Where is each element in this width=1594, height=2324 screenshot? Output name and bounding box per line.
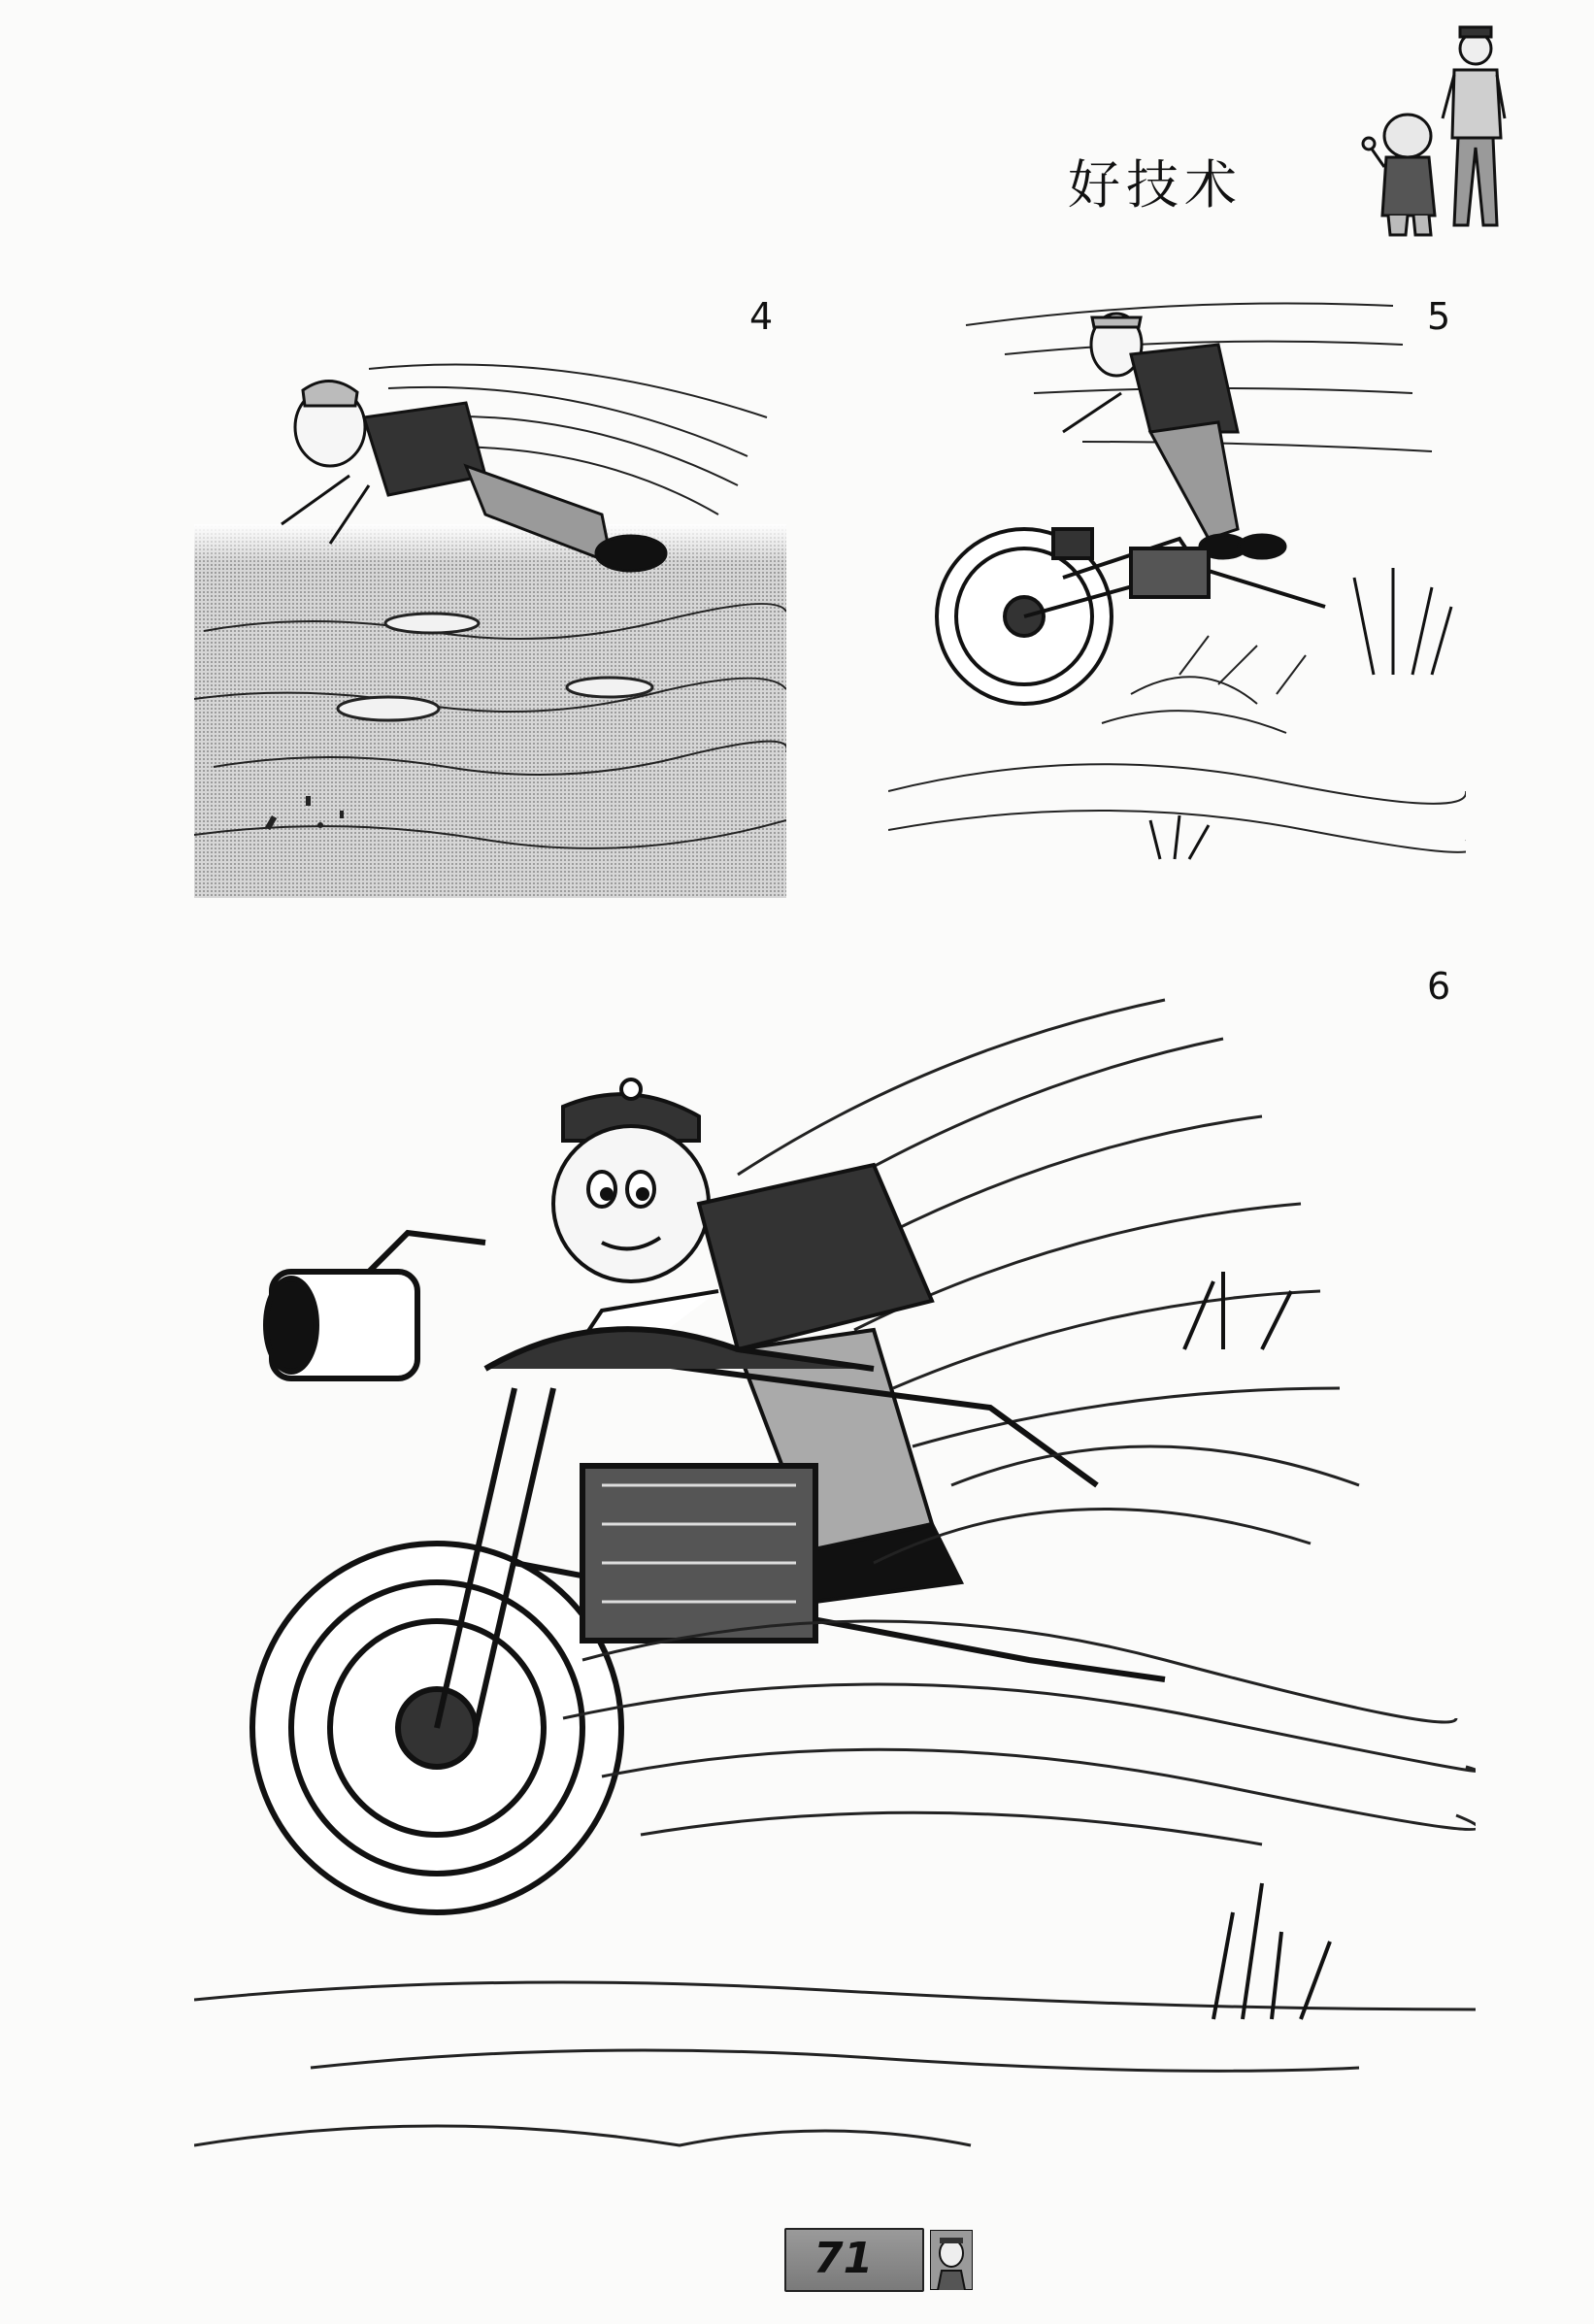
page-number: 71 [814,2234,874,2283]
comic-panel-5 [888,286,1466,888]
page-number-badge [784,2228,979,2294]
panel-5-illustration [888,286,1466,888]
panel-number-6: 6 [1427,965,1451,1008]
mascot-face-icon [930,2230,973,2290]
mascots-illustration [1359,21,1534,243]
page-title: 好技术 [1068,154,1243,216]
panel-number-4: 4 [749,295,774,338]
panel-number-5: 5 [1427,295,1451,338]
panel-6-illustration [194,980,1476,2165]
comic-panel-4 [194,311,786,898]
comic-panel-6 [194,980,1476,2165]
panel-4-illustration [194,311,786,898]
